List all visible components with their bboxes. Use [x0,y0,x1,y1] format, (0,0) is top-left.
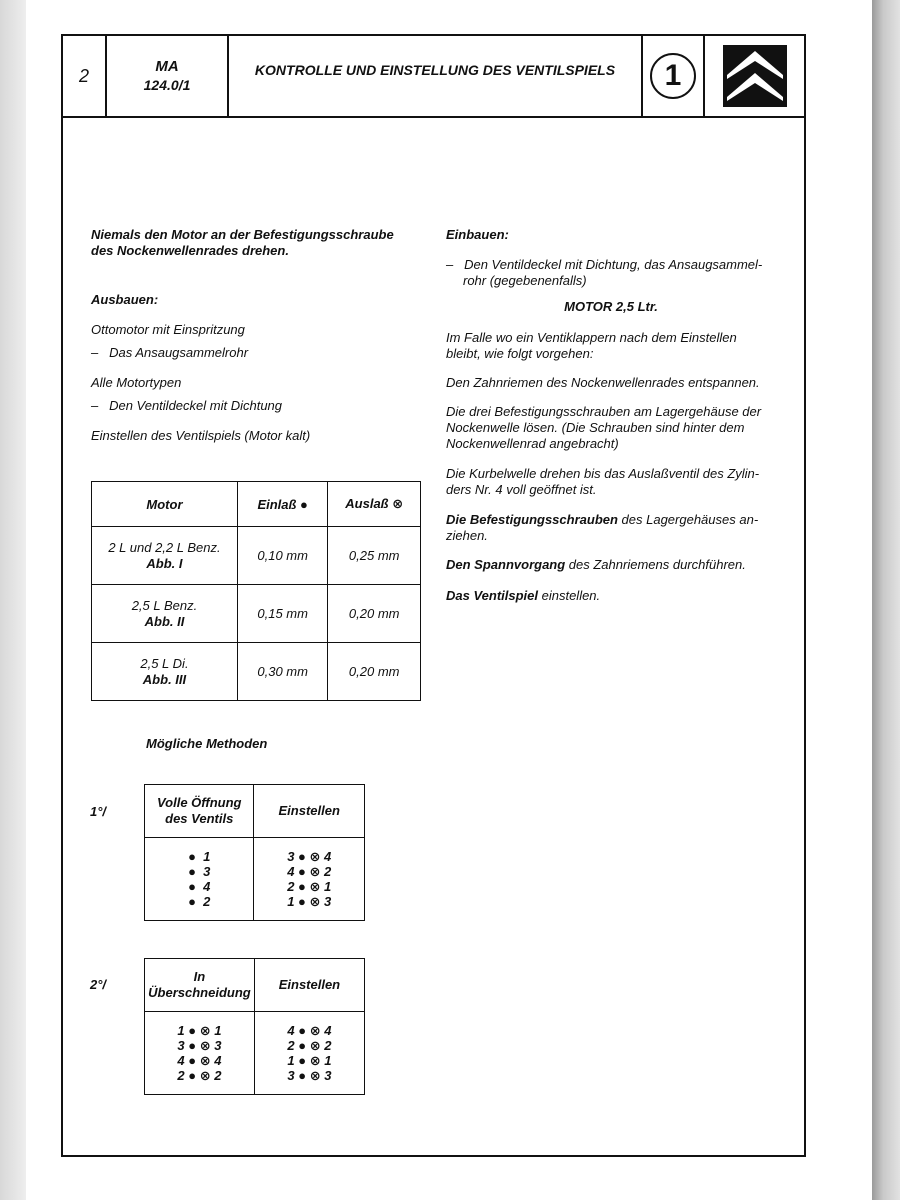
otto-item-text: Das Ansaugsammelrohr [109,345,249,360]
sequence-line: 1 ● ⊗ 3 [287,894,332,909]
paragraph-line: ders Nr. 4 voll geöffnet ist. [446,482,597,497]
auslass-cell: 0,20 mm [328,585,421,643]
paragraph-line: Nockenwellenrad angebracht) [446,436,619,451]
otto-label: Ottomotor mit Einspritzung [91,322,245,337]
warning-line-2: des Nockenwellenrades drehen. [91,243,289,258]
clearance-table [91,481,421,701]
paragraph-line: Die drei Befestigungsschrauben am Lagergehäuse der [446,404,762,419]
document-reference [107,36,229,116]
paragraph-1 [446,330,737,362]
einlass-cell: 0,15 mm [237,585,328,643]
sequence-line: 4 ● ⊗ 4 [177,1053,222,1068]
method-2-table [144,958,365,1095]
section-number-cell [643,36,705,116]
head-line: des Ventils [165,811,234,826]
otto-item: – Das Ansaugsammelrohr [91,345,249,360]
method-2-label: 2°/ [90,977,107,992]
method-1-col-b [254,838,365,921]
motor-cell [92,643,238,701]
paragraph-line: des Lagergehäuses an- [617,512,759,527]
method-1-head-a [145,785,254,838]
head-line: Überschneidung [148,985,251,1000]
sequence-line: 2 ● ⊗ 2 [177,1068,222,1083]
paragraph-4 [446,466,759,498]
page-title: KONTROLLE UND EINSTELLUNG DES VENTILSPIELS [229,36,643,116]
einlass-cell: 0,30 mm [237,643,328,701]
paragraph-line: ziehen. [446,528,488,543]
paragraph-7 [446,588,600,604]
paragraph-rest: einstellen. [538,588,601,603]
table-row [92,643,421,701]
alle-item-text: Den Ventildeckel mit Dichtung [109,398,283,413]
method-1-label: 1°/ [90,804,107,819]
reference-number: 124.0/1 [143,77,191,93]
einstellen-label: Einstellen des Ventilspiels (Motor kalt) [91,428,311,443]
auslass-cell: 0,25 mm [328,527,421,585]
citroen-double-chevron-icon [723,45,787,107]
head-line: Volle Öffnung [156,795,242,810]
figure-ref: Abb. II [144,613,185,629]
page-shadow-left [0,0,26,1200]
table-row [92,585,421,643]
table-row [92,527,421,585]
head-line: In [193,969,206,984]
section-number: 1 [650,53,696,99]
methods-heading: Mögliche Methoden [146,736,268,751]
sequence-line: 3 ● ⊗ 3 [177,1038,222,1053]
sequence-line: 1 ● ⊗ 1 [177,1023,222,1038]
paragraph-line: Nockenwelle lösen. (Die Schrauben sind hinter dem [446,420,745,435]
emphasis: Das Ventilspiel [446,588,538,603]
motor-name: 2 L und 2,2 L Benz. [108,539,221,555]
alle-label: Alle Motortypen [91,375,182,390]
method-2-col-a [145,1012,255,1095]
method-2-head-a [145,959,255,1012]
sequence-line: 2 ● ⊗ 1 [287,879,332,894]
motor-name: 2,5 L Benz. [131,597,198,613]
einbauen-line-2: rohr (gegebenenfalls) [463,273,587,288]
sequence-line: 3 ● ⊗ 4 [287,849,332,864]
method-2-col-b [254,1012,364,1095]
figure-ref: Abb. III [142,671,187,687]
emphasis: Den Spannvorgang [446,557,566,572]
auslass-cell: 0,20 mm [328,643,421,701]
paragraph-3 [446,404,761,452]
warning-line-1: Niemals den Motor an der Befestigungsschraube [91,227,394,242]
sequence-line: 4 ● ⊗ 2 [287,864,332,879]
sequence-line: 4 ● ⊗ 4 [287,1023,332,1038]
page-shadow-right [872,0,900,1200]
reference-code: MA [155,58,179,75]
paragraph-5 [446,512,758,544]
sequence-line: ● 1 [188,849,211,864]
sequence-line: 1 ● ⊗ 1 [287,1053,332,1068]
header-einlass: Einlaß ● [237,482,328,527]
sequence-line: 3 ● ⊗ 3 [287,1068,332,1083]
paragraph-6 [446,557,746,573]
motor-cell [92,527,238,585]
sequence-line: ● 2 [188,894,211,909]
sequence-line: ● 4 [188,879,211,894]
motor-heading: MOTOR 2,5 Ltr. [564,299,658,314]
paragraph-line: bleibt, wie folgt vorgehen: [446,346,594,361]
motor-name: 2,5 L Di. [140,655,189,671]
paragraph-line: Die Kurbelwelle drehen bis das Auslaßventil des Zylin- [446,466,760,481]
logo-cell [705,36,804,116]
paragraph-rest: des Zahnriemens durchführen. [565,557,746,572]
figure-ref: Abb. I [146,555,183,571]
method-1-head-b: Einstellen [254,785,365,838]
method-1-col-a [145,838,254,921]
emphasis: Die Befestigungsschrauben [446,512,618,527]
sequence-line: ● 3 [188,864,211,879]
einbauen-heading: Einbauen: [446,227,509,242]
paragraph-2: Den Zahnriemen des Nockenwellenrades entspannen. [446,375,760,390]
sequence-line: 2 ● ⊗ 2 [287,1038,332,1053]
header-motor: Motor [92,482,238,527]
method-2-head-b: Einstellen [254,959,364,1012]
einlass-cell: 0,10 mm [237,527,328,585]
warning-text [91,227,394,259]
ausbauen-heading: Ausbauen: [91,292,159,307]
method-1-table [144,784,365,921]
alle-item: – Den Ventildeckel mit Dichtung [91,398,283,413]
motor-cell [92,585,238,643]
header-auslass: Auslaß ⊗ [328,482,421,527]
page-header [63,36,804,118]
einbauen-line-1: Den Ventildeckel mit Dichtung, das Ansaugsammel- [464,257,763,272]
einbauen-item: – Den Ventildeckel mit Dichtung, das Ansaugsammel- rohr (gegebenenfalls) [446,257,763,288]
paragraph-line: Im Falle wo ein Ventiklappern nach dem Einstellen [446,330,737,345]
page-number: 2 [63,36,107,116]
